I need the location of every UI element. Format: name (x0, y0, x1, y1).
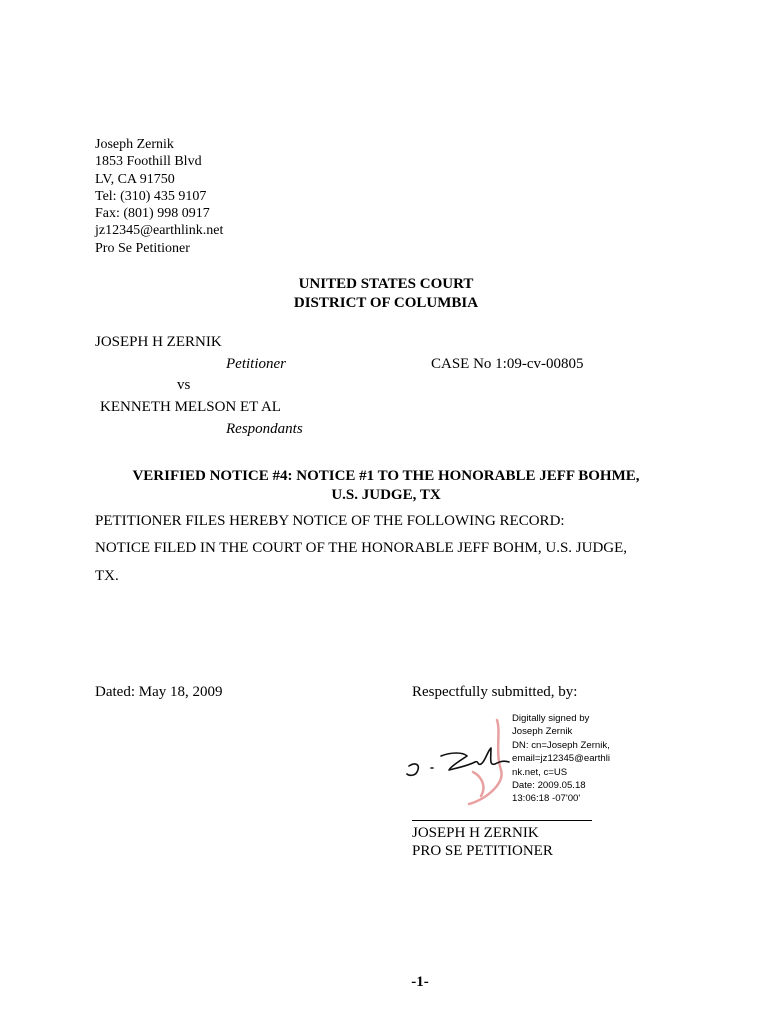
sender-fax: Fax: (801) 998 0917 (95, 206, 210, 222)
sender-email: jz12345@earthlink.net (95, 223, 224, 239)
notice-title-line2: U.S. JUDGE, TX (331, 487, 441, 503)
dated-line: Dated: May 18, 2009 (95, 684, 223, 700)
respondent-label: Respondants (226, 421, 303, 437)
versus: vs (177, 377, 191, 393)
sender-name: Joseph Zernik (95, 137, 174, 152)
case-number: CASE No 1:09-cv-00805 (431, 356, 584, 372)
signature-handwriting (407, 748, 509, 775)
sig-line: nk.net, c=US (512, 766, 568, 778)
sig-line: 13:06:18 -07'00' (512, 793, 581, 805)
notice-title-prefix: VERIFIED NOTICE #4 (132, 468, 288, 484)
sender-tel: Tel: (310) 435 9107 (95, 188, 207, 204)
signature-line (412, 820, 592, 821)
notice-paragraph-2: NOTICE FILED IN THE COURT OF THE HONORABLE JEFF BOHM, U.S. JUDGE, (95, 540, 628, 556)
court-name: UNITED STATES COURT (298, 276, 474, 292)
notice-paragraph-1: PETITIONER FILES HEREBY NOTICE OF THE FOLLOWING RECORD: (95, 513, 565, 529)
sig-line: Joseph Zernik (512, 726, 573, 738)
digital-signature (405, 712, 625, 807)
notice-paragraph-2-cont: TX. (95, 568, 119, 584)
sig-line: Date: 2009.05.18 (512, 780, 586, 792)
petitioner-label: Petitioner (226, 356, 286, 372)
respondent-name: KENNETH MELSON ET AL (100, 399, 281, 415)
sender-city: LV, CA 91750 (95, 171, 175, 187)
notice-title (0, 467, 768, 485)
page-number: -1- (411, 974, 429, 990)
sig-line: email=jz12345@earthli (512, 753, 611, 765)
signer-name: JOSEPH H ZERNIK (412, 825, 539, 841)
sig-line: Digitally signed by (512, 713, 590, 724)
signer-title: PRO SE PETITIONER (412, 843, 553, 859)
sender-role: Pro Se Petitioner (95, 240, 190, 256)
digital-signature-text (512, 712, 610, 806)
petitioner-name: JOSEPH H ZERNIK (95, 334, 222, 350)
sig-line: DN: cn=Joseph Zernik, (512, 739, 610, 751)
notice-title-rest: : NOTICE #1 TO THE HONORABLE JEFF BOHME, (287, 468, 640, 484)
sender-address-block (95, 136, 223, 257)
court-district: DISTRICT OF COLUMBIA (293, 295, 479, 311)
sender-street: 1853 Foothill Blvd (95, 154, 202, 170)
respectfully-submitted: Respectfully submitted, by: (412, 684, 578, 700)
